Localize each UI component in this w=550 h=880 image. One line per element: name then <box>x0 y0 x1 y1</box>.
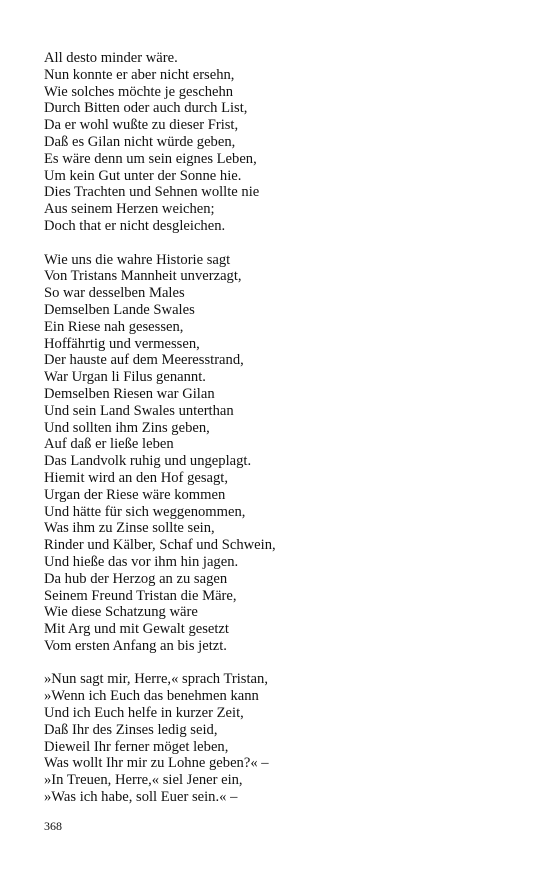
verse-line: Um kein Gut unter der Sonne hie. <box>44 167 242 184</box>
verse-line: Und hätte für sich weggenommen, <box>44 503 246 520</box>
page-number: 368 <box>44 819 62 833</box>
verse-line: Und ich Euch helfe in kurzer Zeit, <box>44 705 244 722</box>
verse-line: Demselben Lande Swales <box>44 301 195 318</box>
verse-line: Wie uns die wahre Historie sagt <box>44 251 231 268</box>
verse-line: Dieweil Ihr ferner möget leben, <box>44 738 229 755</box>
verse-line: Der hauste auf dem Meeresstrand, <box>44 352 244 369</box>
verse-line: »In Treuen, Herre,« siel Jener ein, <box>44 772 243 789</box>
verse-line: All desto minder wäre. <box>44 50 178 66</box>
verse-line: Daß Ihr des Zinses ledig seid, <box>44 721 218 738</box>
verse-line: »Wenn ich Euch das benehmen kann <box>44 688 259 705</box>
verse-line: Auf daß er ließe leben <box>44 436 174 453</box>
verse-line: Von Tristans Mannheit unverzagt, <box>44 268 242 285</box>
book-page-text <box>44 50 524 823</box>
verse-line: So war desselben Males <box>44 285 185 302</box>
verse-line: »Was ich habe, soll Euer sein.« – <box>44 789 238 806</box>
verse-line: Wie diese Schatzung wäre <box>44 604 198 621</box>
verse-line: Da er wohl wußte zu dieser Frist, <box>44 117 239 134</box>
verse-line: Da hub der Herzog an zu sagen <box>44 570 228 587</box>
stanza-1 <box>44 50 524 235</box>
verse-line: Das Landvolk ruhig und ungeplagt. <box>44 453 252 470</box>
verse-line: Vom ersten Anfang an bis jetzt. <box>44 637 227 654</box>
verse-line: Und hieße das vor ihm hin jagen. <box>44 553 239 570</box>
verse-line: Wie solches möchte je geschehn <box>44 83 234 100</box>
verse-line: Durch Bitten oder auch durch List, <box>44 100 248 117</box>
verse-line: Was wollt Ihr mir zu Lohne geben?« – <box>44 755 269 772</box>
verse-line: Demselben Riesen war Gilan <box>44 385 215 402</box>
stanza-3 <box>44 671 524 805</box>
verse-line: Urgan der Riese wäre kommen <box>44 486 226 503</box>
verse-line: Und sollten ihm Zins geben, <box>44 419 210 436</box>
verse-line: Hiemit wird an den Hof gesagt, <box>44 469 228 486</box>
verse-line: Daß es Gilan nicht würde geben, <box>44 133 236 150</box>
verse-line: Aus seinem Herzen weichen; <box>44 201 215 218</box>
stanza-2 <box>44 252 524 655</box>
verse-line: Hoffährtig und vermessen, <box>44 335 200 352</box>
verse-line: Und sein Land Swales unterthan <box>44 402 234 419</box>
verse-line: Was ihm zu Zinse sollte sein, <box>44 520 215 537</box>
verse-line: Ein Riese nah gesessen, <box>44 318 184 335</box>
verse-line: Dies Trachten und Sehnen wollte nie <box>44 184 260 201</box>
verse-line: Rinder und Kälber, Schaf und Schwein, <box>44 537 276 554</box>
verse-line: Doch that er nicht desgleichen. <box>44 217 226 234</box>
verse-line: »Nun sagt mir, Herre,« sprach Tristan, <box>44 671 268 688</box>
verse-line: War Urgan li Filus genannt. <box>44 369 206 386</box>
verse-line: Mit Arg und mit Gewalt gesetzt <box>44 621 229 638</box>
verse-line: Nun konnte er aber nicht ersehn, <box>44 66 235 83</box>
verse-line: Seinem Freund Tristan die Märe, <box>44 587 237 604</box>
verse-line: Es wäre denn um sein eignes Leben, <box>44 150 257 167</box>
